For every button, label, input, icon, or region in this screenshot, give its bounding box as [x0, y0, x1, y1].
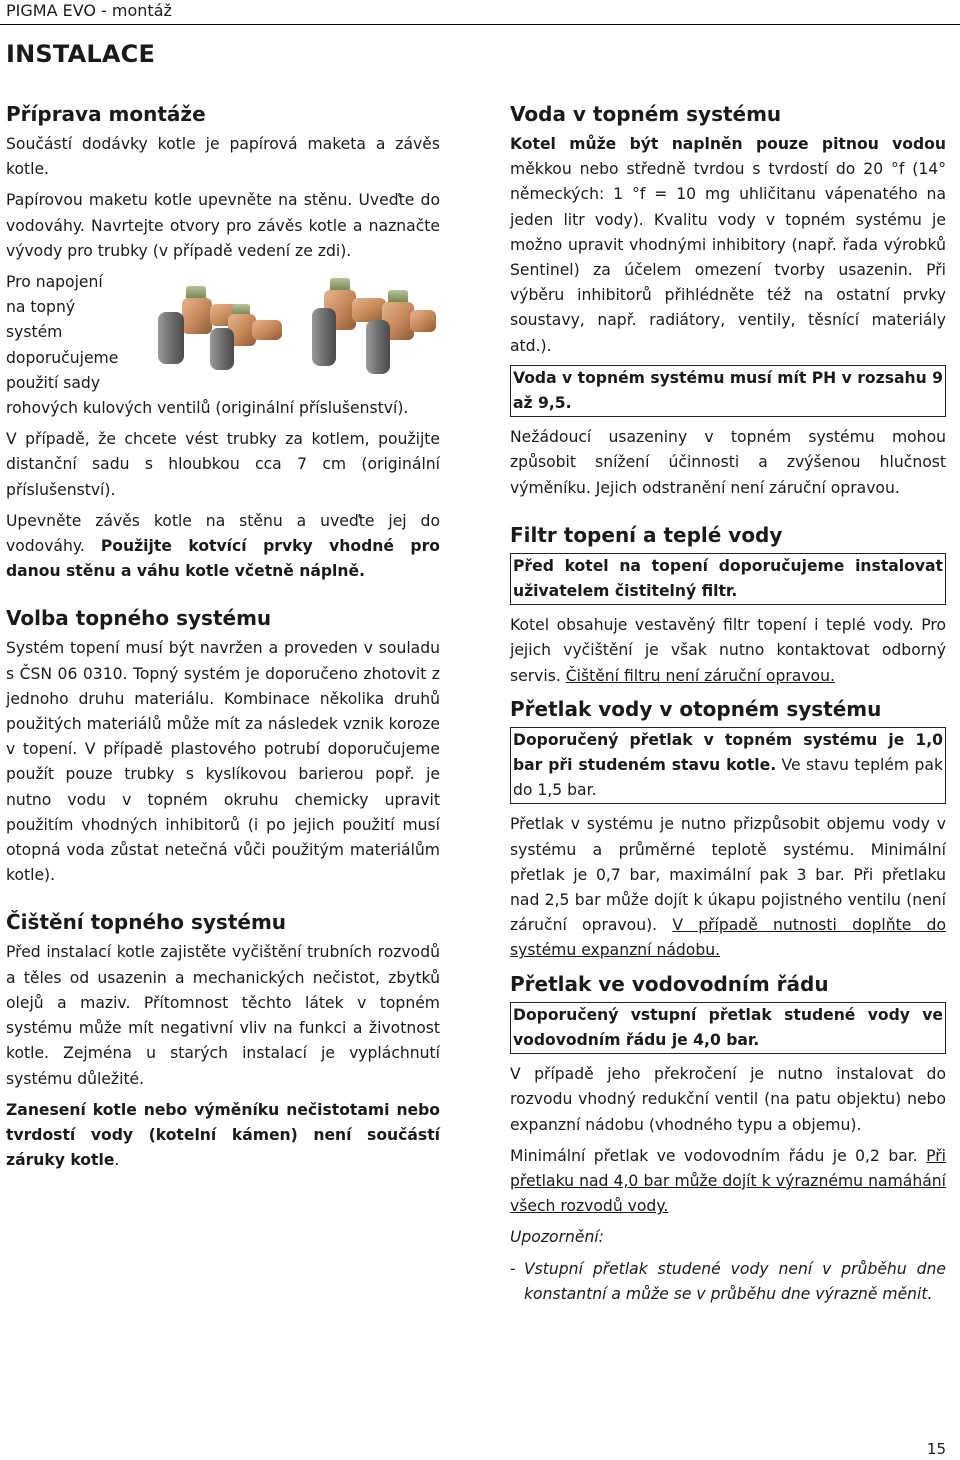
note-item	[510, 1257, 946, 1313]
paragraph: Součástí dodávky kotle je papírová maketa a závěs kotle.	[6, 135, 440, 179]
note-text: Vstupní přetlak studené vody není v průběhu dne konstantní a může se v průběhu dne výrazně měnit.	[524, 1259, 946, 1303]
bold-text: Doporučený přetlak v topném systému je 1,0 bar při studeném stavu kotle.	[513, 730, 943, 775]
text-run: Upevněte závěs kotle na stěnu a uveďte jej do vodováhy.	[6, 511, 440, 556]
valve-line: na topný	[6, 298, 76, 317]
heading-pretlak-vodovod: Přetlak ve vodovodním řádu	[510, 971, 829, 996]
boxed-note-water-pressure: Doporučený vstupní přetlak studené vody ve vodovodním řádu je 4,0 bar.	[510, 1002, 946, 1054]
valve-line: doporučujeme	[6, 348, 119, 367]
boxed-note-filter: Před kotel na topení doporučujeme instalovat uživatelem čistitelný filtr.	[510, 553, 946, 605]
paragraph	[510, 132, 946, 359]
paragraph	[510, 812, 946, 963]
paragraph: V případě jeho překročení je nutno instalovat do rozvodu vhodný redukční ventil (na patu objektu) nebo expanzní nádobu (vhodného typu a objemu).	[510, 1065, 946, 1134]
paragraph: V případě, že chcete vést trubky za kotlem, použijte distanční sadu s hloubkou cca 7 cm (originální příslušenství).	[6, 430, 440, 499]
heading-volba-systemu: Volba topného systému	[6, 606, 272, 631]
heading-pretlak-otopny: Přetlak vody v otopném systému	[510, 696, 882, 721]
valve-line: systém	[6, 323, 63, 342]
ball-valves-illustration	[152, 274, 442, 392]
note-dash: -	[510, 1259, 516, 1278]
underlined-text: V případě nutnosti doplňte do systému expanzní nádobu.	[510, 916, 946, 960]
valve-line: použití sady	[6, 373, 101, 392]
valve-line: Pro napojení	[6, 273, 103, 292]
left-column	[6, 100, 440, 1179]
valve-block	[6, 270, 440, 396]
paragraph	[510, 613, 946, 689]
bold-text: Kotel může být naplněn pouze pitnou vodou	[510, 135, 946, 153]
underlined-text: Při přetlaku nad 4,0 bar může dojít k výraznému namáhání všech rozvodů vody.	[510, 1146, 946, 1216]
paragraph: Před instalací kotle zajistěte vyčištění trubních rozvodů a těles od usazenin a mechanických nečistot, zbytků olejů a maziv. Přítomnost těchto látek v topném systému může mít negativní vliv na funkci a životnost kotle. Zejména u starých instalací je vypláchnutí systému důležité.	[6, 943, 440, 1088]
heading-cisteni-systemu: Čištění topného systému	[6, 910, 287, 935]
bold-text: Použijte kotvící prvky vhodné pro danou stěnu a váhu kotle včetně náplně.	[6, 537, 440, 581]
paragraph	[6, 1098, 440, 1174]
valve-text	[6, 270, 128, 396]
paragraph: Nežádoucí usazeniny v topném systému mohou způsobit snížení účinnosti a zvýšenou hlučnost výměníku. Jejich odstranění není záruční opravou.	[510, 428, 946, 497]
text-run: Minimální přetlak ve vodovodním řádu je 0,2 bar.	[510, 1146, 927, 1165]
paragraph	[6, 509, 440, 585]
underlined-text: Čištění filtru není záruční opravou.	[565, 666, 835, 685]
boxed-note-ph: Voda v topném systému musí mít PH v rozsahu 9 až 9,5.	[510, 365, 946, 417]
text-run: měkkou nebo středně tvrdou s tvrdostí do 20 °f (14° německých: 1 °f = 10 mg uhličitanu vápenatého na jeden litr vody). Kvalitu vody v topném systému je možno upravit vhodnými inhibitory (např. řada výrobků Sentinel) za účelem omezení tvorby usazenin. Při výběru inhibitorů přihlédněte též na ostatní prvky soustavy, např. radiátory, ventily, těsnící materiály atd.).	[510, 160, 946, 355]
paragraph: Papírovou maketu kotle upevněte na stěnu. Uveďte do vodováhy. Navrtejte otvory pro závěs kotle a naznačte vývody pro trubky (v případě vedení ze zdi).	[6, 191, 440, 260]
heading-voda-v-systemu: Voda v topném systému	[510, 102, 782, 126]
text-run: Kotel obsahuje vestavěný filtr topení i teplé vody. Pro jejich vyčištění je však nutno kontaktovat odborný servis.	[510, 616, 946, 685]
paragraph: rohových kulových ventilů (originální příslušenství).	[6, 399, 409, 418]
page-header	[0, 0, 960, 25]
right-column	[510, 100, 946, 1313]
main-title: INSTALACE	[6, 40, 156, 68]
header-title: PIGMA EVO - montáž	[6, 1, 172, 20]
paragraph: Systém topení musí být navržen a proveden v souladu s ČSN 06 0310. Topný systém je doporučeno zhotovit z jednoho druhu materiálu. Kombinace několika druhů použitých materiálů může mít za následek vznik koroze v topení. V případě plastového potrubí doporučujeme použít pouze trubky s kyslíkovou barierou popř. je nutno vodu v topném okruhu chemicky upravit použitím vhodných inhibitorů (i po jejich použití musí otopná voda zůstat netečná vůči použitým materiálům kotle).	[6, 639, 440, 885]
heading-filtr: Filtr topení a teplé vody	[510, 522, 783, 547]
note-label: Upozornění:	[510, 1228, 604, 1247]
boxed-note-pressure	[510, 727, 946, 805]
text-run: .	[114, 1151, 120, 1170]
page-number: 15	[926, 1440, 946, 1458]
paragraph	[510, 1144, 946, 1220]
heading-priprava-montaze: Příprava montáže	[6, 102, 206, 126]
text-run: Přetlak v systému je nutno přizpůsobit objemu vody v systému a průměrné teplotě systému. Minimální přetlak je 0,7 bar, maximální pak 3 bar. Při přetlaku nad 2,5 bar může dojít k úkapu pojistného ventilu (není záruční opravou).	[510, 815, 946, 935]
ball-valves-image	[128, 270, 440, 390]
text-run: Ve stavu teplém pak do 1,5 bar.	[513, 756, 943, 800]
bold-text: Zanesení kotle nebo výměníku nečistotami nebo tvrdostí vody (kotelní kámen) není součástí záruky kotle	[6, 1100, 440, 1170]
